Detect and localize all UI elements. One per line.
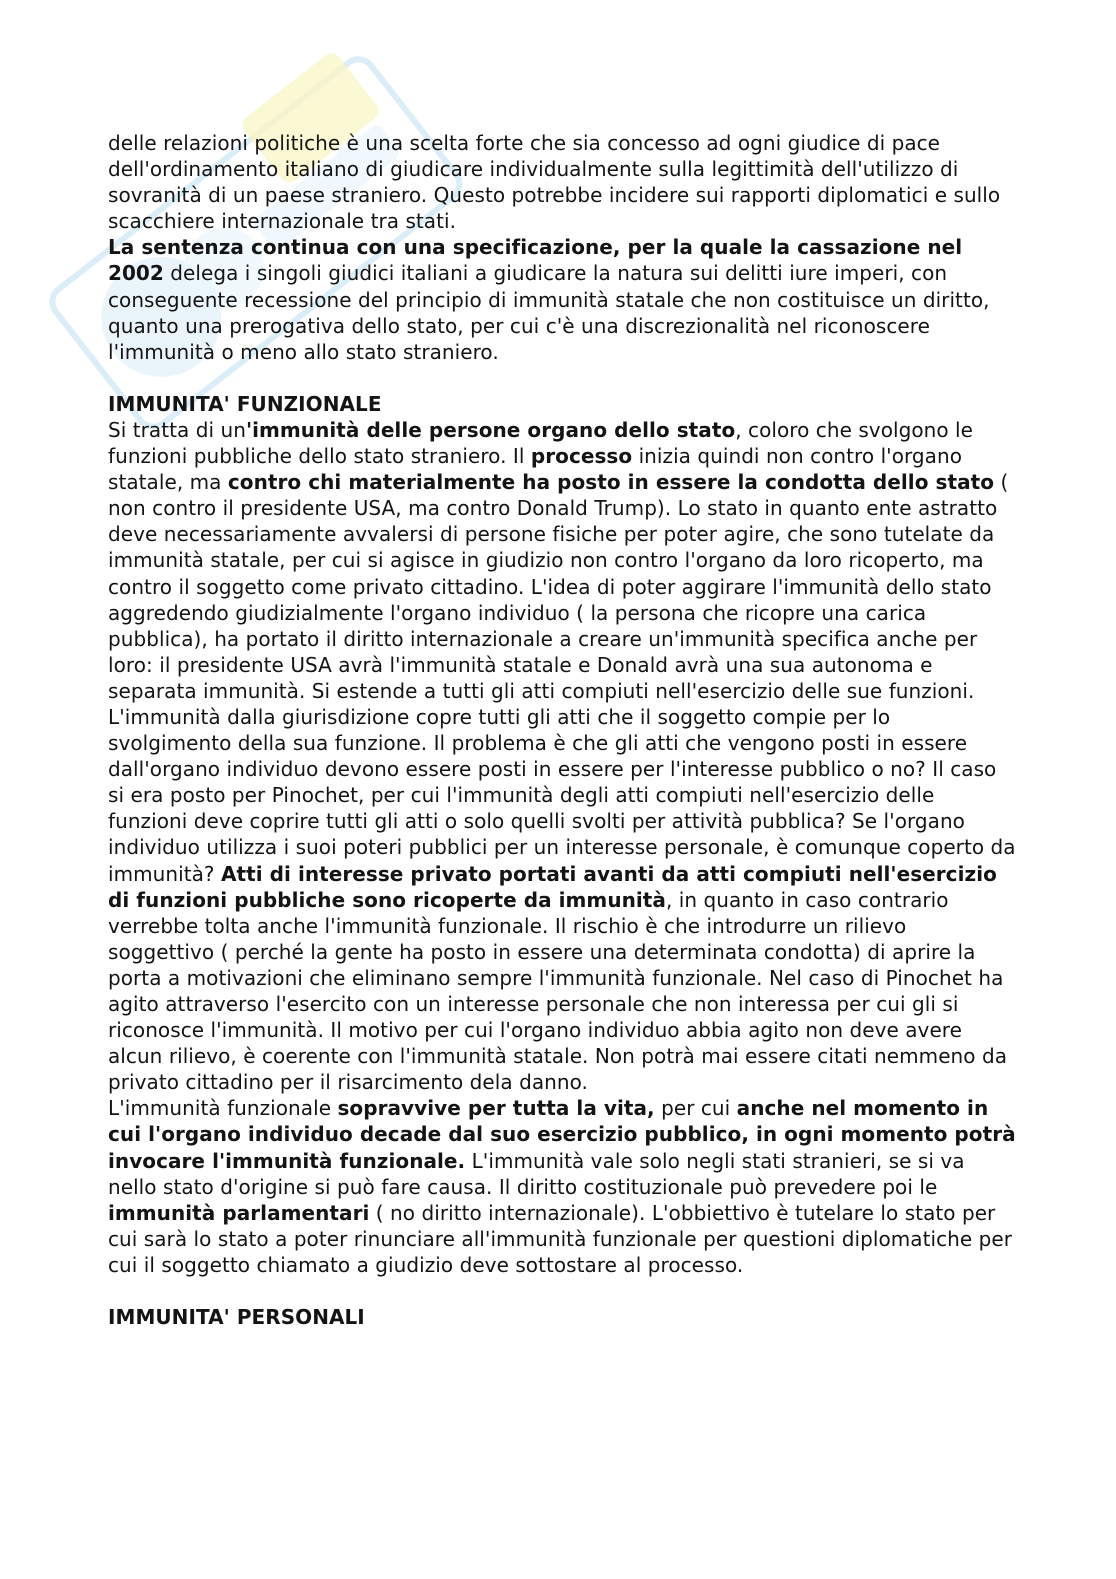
document-page xyxy=(108,130,1018,1330)
text-run: , coloro che svolgono le funzioni pubbliche dello stato straniero. Il xyxy=(108,417,973,469)
heading-immunita-personali: IMMUNITA' PERSONALI xyxy=(108,1305,365,1330)
spacer xyxy=(108,1278,1018,1304)
bold-text-run: contro chi materialmente ha posto in essere la condotta dello stato xyxy=(227,470,995,495)
paragraph-funzionale-3 xyxy=(108,1095,1018,1278)
text-run: L'immunità vale solo negli stati stranieri, se si va nello stato d'origine si può fare causa. Il diritto costituzionale può prevedere poi le xyxy=(108,1148,965,1199)
text-run: ( non contro il presidente USA, ma contro Donald Trump). Lo stato in quanto ente astratto deve necessariamente avvalersi di persone fisiche per poter agire, che sono tutelate da immunità statale, per cui si agisce in giudizio non contro l'organo da loro ricoperto, ma contro il soggetto come privato cittadino. L'idea di poter aggirare l'immunità dello stato aggredendo giudizialmente l'organo individuo ( la persona che ricopre una carica pubblica), ha portato il diritto internazionale a creare un'immunità specifica anche per loro: il presidente USA avrà l'immunità statale e Donald avrà una sua autonoma e separata immunità. Si estende a tutti gli atti compiuti nell'esercizio delle sue funzioni. xyxy=(108,470,1009,703)
text-run: inizia quindi non contro l'organo statale, ma xyxy=(108,444,962,495)
paragraph-funzionale-2 xyxy=(108,704,1018,1095)
text-run: Si tratta di un xyxy=(108,417,246,442)
spacer xyxy=(108,365,1018,391)
heading-immunita-funzionale: IMMUNITA' FUNZIONALE xyxy=(108,391,382,416)
text-run: L'immunità funzionale xyxy=(108,1096,338,1121)
bold-text-run: processo xyxy=(530,444,633,469)
bold-text-run: La sentenza continua con una specificazione, per la quale la cassazione nel 2002 xyxy=(108,235,963,286)
text-run: L'immunità dalla giurisdizione copre tutti gli atti che il soggetto compie per lo svolgimento della sua funzione. Il problema è che gli atti che vengono posti in essere dall'organo individuo devono essere posti in essere per l'interesse pubblico o no? Il caso si era posto per Pinochet, per cui l'immunità degli atti compiuti nell'esercizio delle funzioni deve coprire tutti gli atti o solo quelli svolti per attività pubblica? Se l'organo individuo utilizza i suoi poteri pubblici per un interesse personale, è comunque coperto da immunità? xyxy=(108,704,1016,886)
bold-text-run: Atti di interesse privato portati avanti da atti compiuti nell'esercizio di funzioni pubbliche sono ricoperte da immunità xyxy=(108,861,997,912)
paragraph-funzionale-1 xyxy=(108,417,1018,704)
text-run: ( no diritto internazionale). L'obbiettivo è tutelare lo stato per cui sarà lo stato a poter rinunciare all'immunità funzionale per questioni diplomatiche per cui il soggetto chiamato a giudizio deve sottostare al processo. xyxy=(108,1200,1013,1277)
text-run: delle relazioni politiche è una scelta forte che sia concesso ad ogni giudice di pace dell'ordinamento italiano di giudicare individualmente sulla legittimità dell'utilizzo di sovranità di un paese straniero. Questo potrebbe incidere sui rapporti diplomatici e sullo scacchiere internazionale tra stati. xyxy=(108,131,1001,234)
text-run: per cui xyxy=(654,1096,737,1121)
bold-text-run: sopravvive per tutta la vita, xyxy=(337,1096,655,1121)
bold-text-run: 'immunità delle persone organo dello stato xyxy=(245,417,736,442)
paragraph-sentenza xyxy=(108,234,1018,364)
bold-text-run: immunità parlamentari xyxy=(108,1200,370,1225)
paragraph-intro xyxy=(108,130,1018,234)
text-run: , in quanto in caso contrario verrebbe tolta anche l'immunità funzionale. Il rischio è che introdurre un rilievo soggettivo ( perché la gente ha posto in essere una determinata condotta) di aprire la porta a motivazioni che eliminano sempre l'immunità funzionale. Nel caso di Pinochet ha agito attraverso l'esercito con un interesse personale che non interessa per cui gli si riconosce l'immunità. Il motivo per cui l'organo individuo abbia agito non deve avere alcun rilievo, è coerente con l'immunità statale. Non potrà mai essere citati nemmeno da privato cittadino per il risarcimento dela danno. xyxy=(108,887,1008,1095)
bold-text-run: anche nel momento in cui l'organo individuo decade dal suo esercizio pubblico, in ogni momento potrà invocare l'immunità funzionale. xyxy=(108,1096,1016,1173)
text-run: delega i singoli giudici italiani a giudicare la natura sui delitti iure imperi, con conseguente recessione del principio di immunità statale che non costituisce un diritto, quanto una prerogativa dello stato, per cui c'è una discrezionalità nel riconoscere l'immunità o meno allo stato straniero. xyxy=(108,261,990,364)
